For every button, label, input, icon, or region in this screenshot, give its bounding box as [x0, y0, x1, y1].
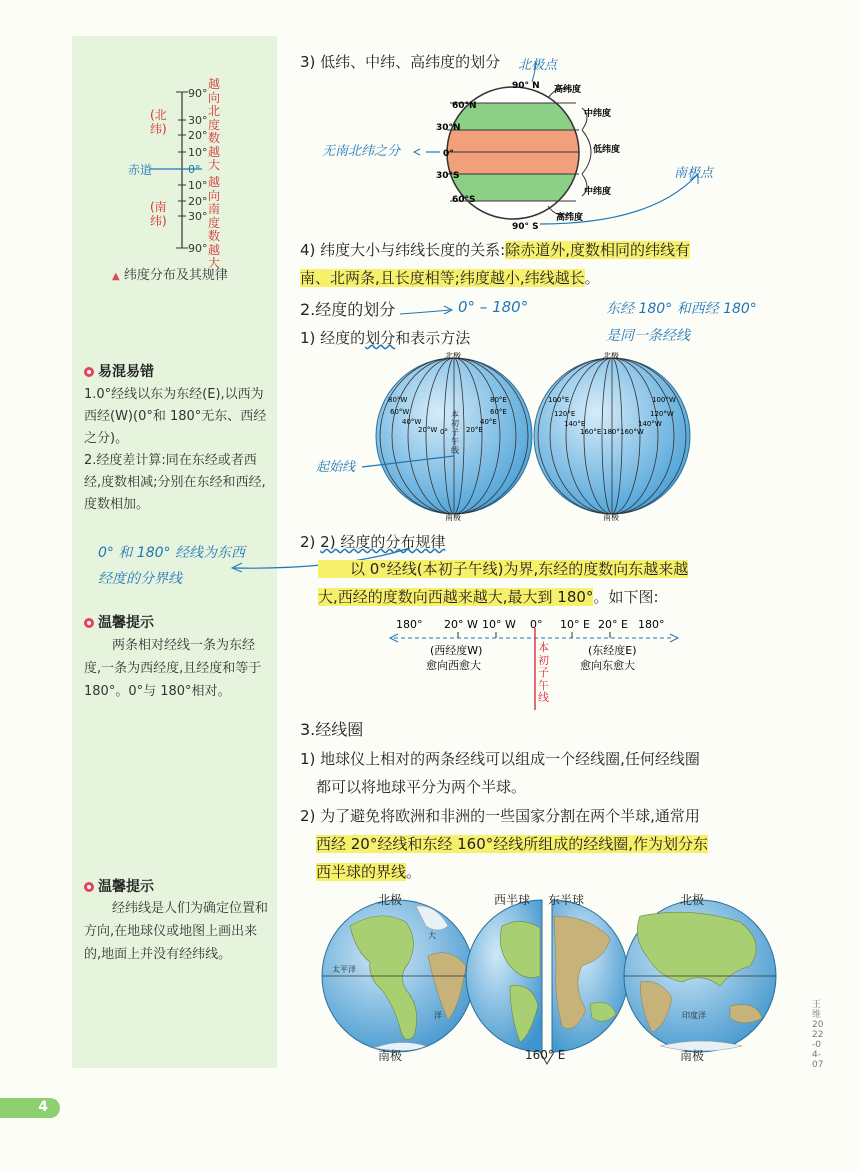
- p2-highlight-2: 西半球的界线: [316, 863, 407, 881]
- section2-title: 2.经度的划分: [300, 300, 396, 319]
- subsection2-title: 2) 2) 经度的分布规律: [300, 533, 446, 551]
- p2-highlight-1: 西经 20°经线和东经 160°经线所组成的经线圈,作为划分东: [316, 835, 709, 853]
- lon-60w: 60°W: [390, 408, 410, 416]
- globe-da-label: 大: [428, 931, 436, 940]
- lat-globe-30s: 30°S: [436, 171, 460, 181]
- lon-140e: 140°E: [564, 420, 586, 428]
- subsection1-title: 1) 经度的划分和表示方法: [300, 329, 471, 347]
- lat-globe-sp: 90° S: [512, 222, 539, 232]
- lon-80w: 80°W: [388, 396, 408, 404]
- lon-180: 180°: [603, 428, 620, 436]
- longitude-globes: [300, 352, 770, 522]
- prime-meridian-label: 本初子午线: [451, 410, 459, 455]
- lat-tick-30n: 30°: [188, 114, 208, 127]
- equator-label: 赤道: [128, 163, 153, 177]
- lat-tick-90n: 90°: [188, 87, 208, 100]
- south-lat-label: (南纬): [150, 200, 167, 228]
- lat-globe-eq: 0°: [443, 149, 454, 159]
- north-rule-label: 越向北度数越大: [208, 77, 221, 172]
- tip2-heading: 温馨提示: [84, 876, 154, 896]
- axis-tick-10w: 10° W: [482, 618, 516, 631]
- globe3-south: 南极: [680, 1049, 705, 1063]
- lat-globe-high-s: 高纬度: [556, 213, 584, 223]
- rule-highlight-1: 以 0°经线(本初子午线)为界,东经的度数向东越来越: [318, 560, 688, 578]
- lat-scale-caption: ▲ 纬度分布及其规律: [112, 268, 228, 283]
- axis-tick-180e: 180°: [638, 618, 665, 631]
- lon-60e: 60°E: [490, 408, 507, 416]
- lat-globe-np: 90° N: [512, 81, 540, 91]
- lat-tick-20s: 20°: [188, 195, 208, 208]
- tip1-text: 两条相对经线一条为东经度,一条为西经度,且经度和等于 180°。0°与 180°相对。: [84, 638, 262, 699]
- section3-p1: 1) 地球仪上相对的两条经线可以组成一个经线圈,任何经线圈 都可以将地球平分为两个半球。: [300, 750, 700, 796]
- hand-north-pole: 北极点: [518, 58, 558, 73]
- lat-globe-mid-n: 中纬度: [584, 109, 612, 119]
- tip-bullet-icon: [84, 367, 94, 377]
- lon-100e: 100°E: [548, 396, 570, 404]
- axis-tick-10e: 10° E: [560, 618, 590, 631]
- lat-tick-20n: 20°: [188, 129, 208, 142]
- south-rule-label: 越向南度数越大: [208, 175, 221, 270]
- eastern-hemisphere-label: 东半球: [548, 893, 585, 907]
- lon-80e: 80°E: [490, 396, 507, 404]
- lon-20w: 20°W: [418, 426, 438, 434]
- axis-tick-20e: 20° E: [598, 618, 628, 631]
- confusion-heading: 易混易错: [84, 361, 154, 381]
- lon-right-south: 南极: [603, 513, 619, 522]
- lat-tick-0: 0°: [188, 163, 201, 176]
- item4-highlight-1: 除赤道外,度数相同的纬线有: [505, 241, 690, 259]
- axis-tick-180w: 180°: [396, 618, 423, 631]
- confusion-item-1: 1.0°经线以东为东经(E),以西为西经(W)(0°和 180°无东、西经之分)。: [84, 387, 267, 446]
- hand-start-line: 起始线: [316, 460, 356, 475]
- axis-west-note-2: 愈向西愈大: [426, 659, 481, 672]
- tip-bullet-icon: [84, 882, 94, 892]
- lat-tick-90s: 90°: [188, 242, 208, 255]
- handwritten-boundary-note: 0° 和 180° 经线为东西经度的分界线: [98, 545, 245, 587]
- axis-west-note-1: (西经度W): [430, 644, 483, 657]
- lat-tick-30s: 30°: [188, 210, 208, 223]
- globe-yang-label: 洋: [434, 1011, 442, 1020]
- lon-40e: 40°E: [480, 418, 497, 426]
- margin-stamp: 王维 2022-04-07: [812, 1000, 824, 1070]
- section3-title: 3) 低纬、中纬、高纬度的划分: [300, 53, 501, 71]
- lat-globe-30n: 30°N: [436, 123, 461, 133]
- section3b-title: 3.经线圈: [300, 720, 364, 739]
- lon-120e: 120°E: [554, 410, 576, 418]
- tip1-heading: 温馨提示: [84, 612, 154, 632]
- lon-20e: 20°E: [466, 426, 483, 434]
- axis-tick-20w: 20° W: [444, 618, 478, 631]
- lon-0: 0°: [440, 428, 448, 436]
- lon-160w: 160°W: [620, 428, 644, 436]
- lon-120w: 120°W: [650, 410, 674, 418]
- rule-highlight-2: 大,西经的度数向西越来越大,最大到 180°: [318, 588, 594, 606]
- confusion-item-2: 2.经度差计算:同在东经或者西经,度数相减;分别在东经和西经,度数相加。: [84, 453, 266, 512]
- hand-same-line-2: 是同一条经线: [606, 328, 690, 344]
- lon-40w: 40°W: [402, 418, 422, 426]
- globe1-south: 南极: [378, 1049, 403, 1063]
- globe-160e-label: 160° E: [525, 1048, 566, 1062]
- north-lat-label: (北纬): [150, 108, 167, 136]
- lon-left-north: 北极: [445, 352, 461, 360]
- lat-globe-low: 低纬度: [593, 145, 621, 155]
- globe3-north: 北极: [680, 893, 705, 907]
- lat-tick-10n: 10°: [188, 146, 208, 159]
- lat-globe-high-n: 高纬度: [554, 85, 582, 95]
- taiping-label: 太平洋: [332, 965, 356, 974]
- lon-160e: 160°E: [580, 428, 602, 436]
- page-number: 4: [38, 1099, 48, 1115]
- yindu-label: 印度洋: [682, 1011, 706, 1020]
- lat-globe-60n: 60°N: [452, 101, 477, 111]
- hemisphere-globes: [310, 886, 780, 1066]
- tip2-text: 经纬线是人们为确定位置和方向,在地球仪或地图上画出来的,地面上并没有经纬线。: [84, 901, 269, 962]
- hand-same-line-1: 东经 180° 和西经 180°: [606, 301, 757, 317]
- tip-bullet-icon: [84, 618, 94, 628]
- hand-equator-note: 无南北纬之分: [322, 144, 401, 159]
- western-hemisphere-label: 西半球: [494, 893, 531, 907]
- lon-100w: 100°W: [652, 396, 676, 404]
- axis-east-note-2: 愈向东愈大: [580, 659, 635, 672]
- lat-tick-10s: 10°: [188, 179, 208, 192]
- globe1-north: 北极: [378, 893, 403, 907]
- axis-east-note-1: (东经度E): [588, 644, 637, 657]
- axis-prime-label: 本初子午线: [538, 641, 549, 704]
- lon-right-north: 北极: [603, 352, 619, 360]
- item4-text: 4) 纬度大小与纬线长度的关系:除赤道外,度数相同的纬线有 南、北两条,且长度相等;纬度越小,纬线越长。: [300, 241, 690, 287]
- lat-globe-mid-s: 中纬度: [584, 187, 612, 197]
- item4-highlight-2: 南、北两条,且长度相等;纬度越小,纬线越长: [300, 269, 585, 287]
- section3-p2: 2) 为了避免将欧洲和非洲的一些国家分割在两个半球,通常用 西经 20°经线和东经 160°经线所组成的经线圈,作为划分东 西半球的界线。: [300, 807, 709, 881]
- lon-140w: 140°W: [638, 420, 662, 428]
- hand-range: 0° – 180°: [458, 298, 529, 316]
- page-number-tab: [0, 1098, 60, 1118]
- lon-left-south: 南极: [445, 513, 461, 522]
- lat-globe-60s: 60°S: [452, 195, 476, 205]
- hand-south-pole: 南极点: [674, 166, 714, 181]
- rule-text: 以 0°经线(本初子午线)为界,东经的度数向东越来越 大,西经的度数向西越来越大,最大到 180°。如下图:: [318, 560, 689, 606]
- axis-tick-0: 0°: [530, 618, 543, 631]
